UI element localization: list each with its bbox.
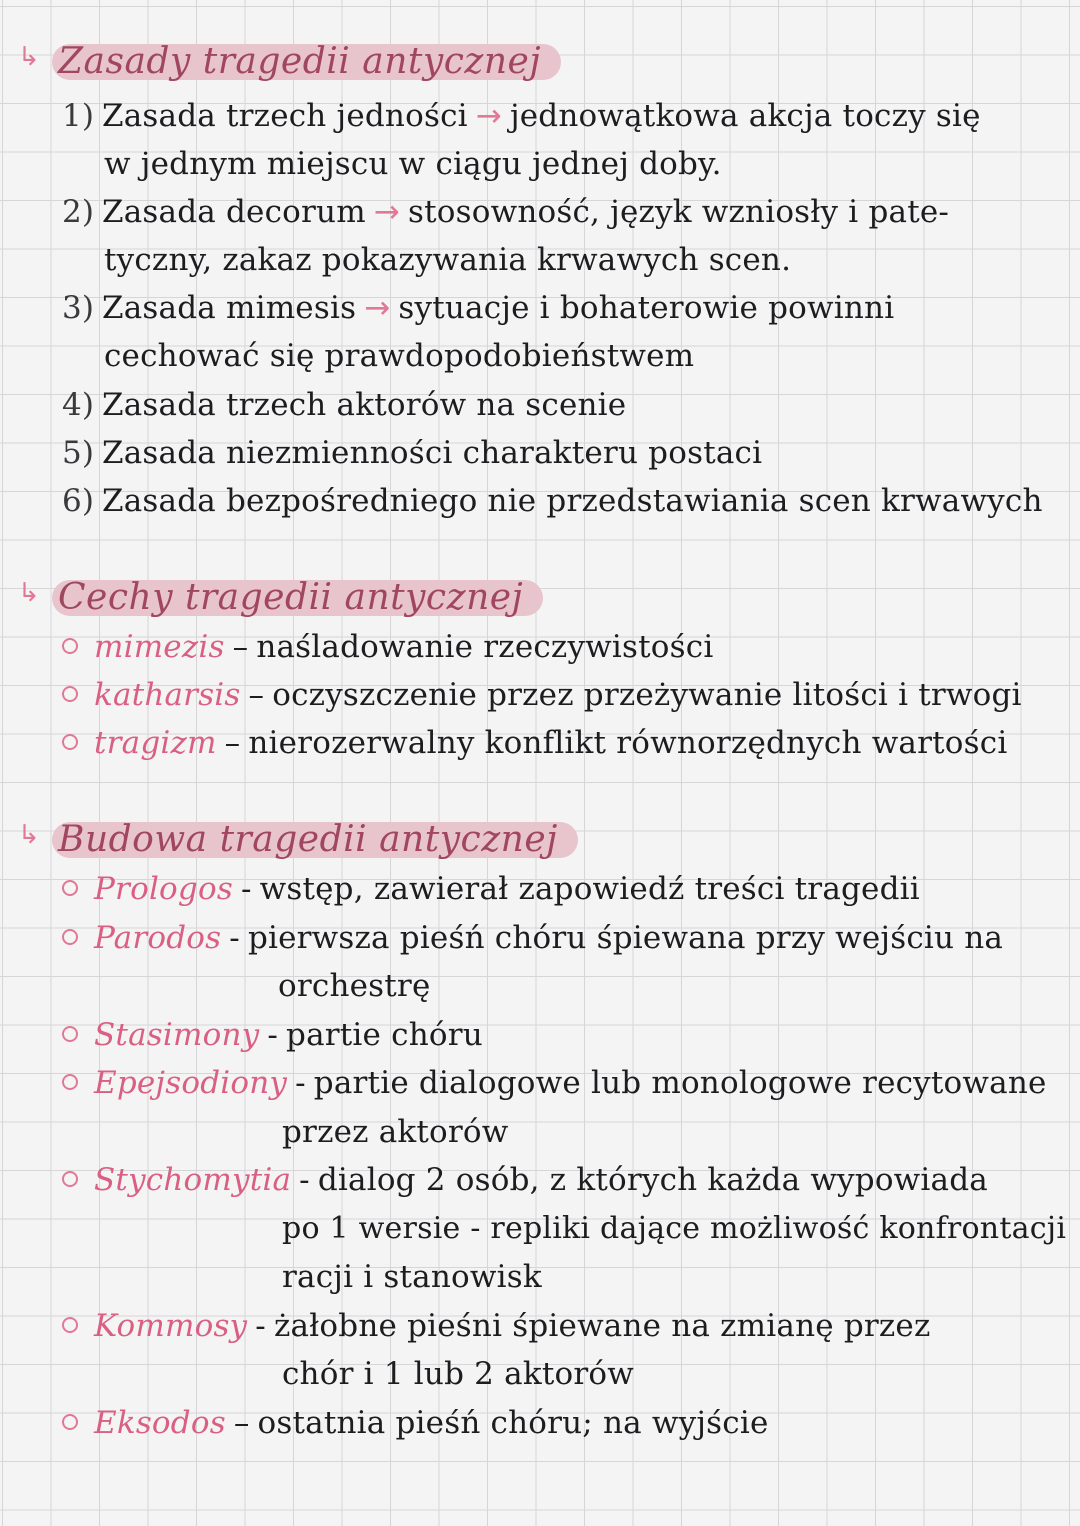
arrow-right-icon: →	[373, 194, 400, 230]
section-title: Cechy tragedii antycznej	[52, 580, 543, 616]
list-item: Epejsodiony - partie dialogowe lub monologowe recytowane	[62, 1059, 1047, 1107]
bullet-icon	[62, 638, 78, 654]
list-item	[62, 381, 626, 429]
item-number: 2)	[62, 194, 95, 230]
list-item	[62, 284, 894, 332]
list-item: mimezis – naśladowanie rzeczywistości	[62, 623, 713, 671]
item-description: jednowątkowa akcja toczy się	[509, 98, 981, 134]
item-description: dialog 2 osób, z których każda wypowiada	[317, 1162, 988, 1198]
bullet-icon	[62, 1317, 78, 1333]
item-description: chór i 1 lub 2 aktorów	[282, 1356, 634, 1392]
list-item-continuation	[282, 1253, 542, 1301]
item-name: Zasada niezmienności charakteru postaci	[102, 435, 763, 471]
item-term: mimezis	[94, 629, 225, 665]
item-description: żałobne pieśni śpiewane na zmianę przez	[273, 1308, 931, 1344]
arrow-right-icon: →	[364, 290, 391, 326]
item-description: po 1 wersie - repliki dające możliwość konfrontacji	[282, 1211, 1067, 1246]
item-description: oczyszczenie przez przeżywanie litości i trwogi	[272, 677, 1022, 713]
item-number: 5)	[62, 435, 95, 471]
item-description: pierwsza pieśń chóru śpiewana przy wejściu na	[247, 920, 1004, 956]
list-item	[62, 429, 762, 477]
section-heading-row	[18, 574, 543, 622]
item-description: w jednym miejscu w ciągu jednej doby.	[104, 146, 722, 182]
item-description: partie dialogowe lub monologowe recytowane	[313, 1065, 1047, 1101]
bullet-icon	[62, 929, 78, 945]
bullet-icon	[62, 686, 78, 702]
corner-arrow-icon: ↳	[18, 578, 40, 608]
bullet-icon	[62, 1026, 78, 1042]
list-item-continuation	[104, 332, 694, 380]
item-description: tyczny, zakaz pokazywania krwawych scen.	[104, 242, 792, 278]
bullet-icon	[62, 1074, 78, 1090]
item-description: sytuacje i bohaterowie powinni	[398, 290, 895, 326]
item-number: 3)	[62, 290, 95, 326]
item-term: Stychomytia	[94, 1162, 292, 1198]
section-title: Budowa tragedii antycznej	[52, 822, 578, 858]
item-term: katharsis	[94, 677, 241, 713]
list-item: Parodos - pierwsza pieśń chóru śpiewana przy wejściu na	[62, 914, 1003, 962]
item-term: Kommosy	[94, 1308, 248, 1344]
section-heading-row	[18, 38, 561, 86]
item-description: stosowność, język wzniosły i pate-	[407, 194, 950, 230]
list-item-continuation	[282, 1205, 1066, 1253]
item-number: 6)	[62, 483, 95, 519]
item-term: Epejsodiony	[94, 1065, 288, 1101]
item-term: Eksodos	[94, 1405, 226, 1441]
corner-arrow-icon: ↳	[18, 42, 40, 72]
list-item: Stasimony - partie chóru	[62, 1011, 483, 1059]
list-item	[62, 92, 981, 140]
item-description: ostatnia pieśń chóru; na wyjście	[257, 1405, 769, 1441]
item-description: przez aktorów	[282, 1114, 509, 1150]
item-description: partie chóru	[286, 1017, 483, 1053]
item-name: Zasada mimesis	[102, 290, 357, 326]
item-description: orchestrę	[278, 968, 431, 1004]
item-name: Zasada bezpośredniego nie przedstawiania scen krwawych	[102, 483, 1043, 519]
item-name: Zasada decorum	[102, 194, 366, 230]
item-number: 4)	[62, 387, 95, 423]
list-item-continuation	[282, 1350, 634, 1398]
list-item-continuation	[104, 236, 791, 284]
list-item: Stychomytia - dialog 2 osób, z których każda wypowiada	[62, 1156, 988, 1204]
item-name: Zasada trzech aktorów na scenie	[102, 387, 627, 423]
list-item	[62, 188, 949, 236]
list-item-continuation	[104, 140, 722, 188]
list-item-continuation	[278, 962, 431, 1010]
item-description: naśladowanie rzeczywistości	[256, 629, 714, 665]
item-description: wstęp, zawierał zapowiedź treści tragedii	[259, 871, 920, 907]
item-description: racji i stanowisk	[282, 1259, 542, 1295]
bullet-icon	[62, 880, 78, 896]
list-item: tragizm – nierozerwalny konflikt równorzędnych wartości	[62, 719, 1007, 767]
list-item	[62, 477, 1043, 525]
item-term: Prologos	[94, 871, 233, 907]
bullet-icon	[62, 734, 78, 750]
bullet-icon	[62, 1414, 78, 1430]
item-term: Stasimony	[94, 1017, 260, 1053]
section-heading-row	[18, 816, 578, 864]
item-description: nierozerwalny konflikt równorzędnych wartości	[248, 725, 1008, 761]
item-number: 1)	[62, 98, 95, 134]
arrow-right-icon: →	[475, 98, 502, 134]
corner-arrow-icon: ↳	[18, 820, 40, 850]
list-item-continuation	[282, 1108, 509, 1156]
bullet-icon	[62, 1171, 78, 1187]
list-item: Eksodos – ostatnia pieśń chóru; na wyjście	[62, 1399, 769, 1447]
item-term: Parodos	[94, 920, 222, 956]
item-term: tragizm	[94, 725, 217, 761]
section-title: Zasady tragedii antycznej	[52, 44, 561, 80]
list-item: Prologos - wstęp, zawierał zapowiedź treści tragedii	[62, 865, 920, 913]
list-item: Kommosy - żałobne pieśni śpiewane na zmianę przez	[62, 1302, 931, 1350]
list-item: katharsis – oczyszczenie przez przeżywanie litości i trwogi	[62, 671, 1022, 719]
item-description: cechować się prawdopodobieństwem	[104, 338, 695, 374]
item-name: Zasada trzech jedności	[102, 98, 468, 134]
